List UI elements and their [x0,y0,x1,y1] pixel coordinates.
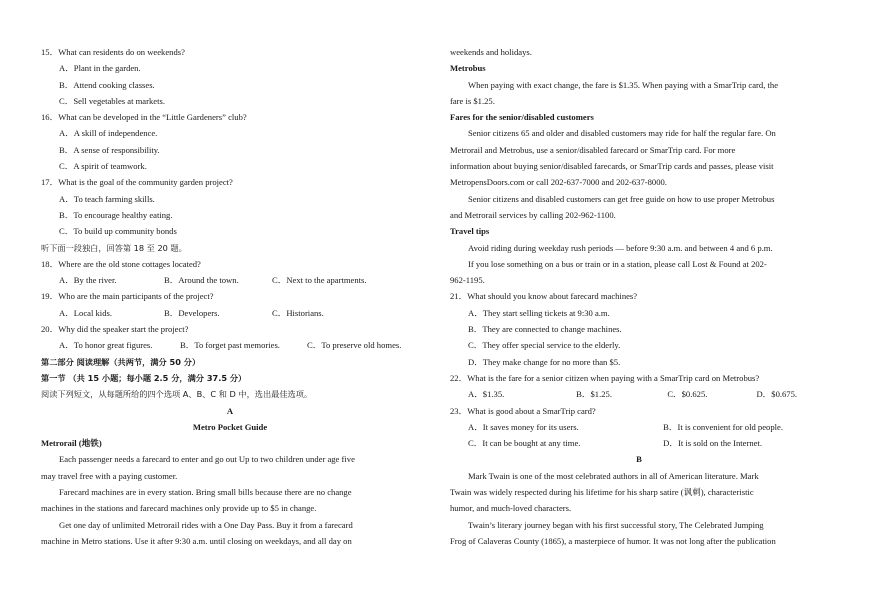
instruction-18-20: 听下面一段独白，回答第 18 至 20 题。 [41,242,187,253]
q20-options [41,337,419,353]
q16-option-b: B．A sense of responsibility. [59,144,160,155]
q16-option-c: C．A spirit of teamwork. [59,161,147,172]
metrorail-line-2: may travel free with a paying customer. [41,470,178,481]
passage-b-line-1: Mark Twain is one of the most celebrated authors in all of American literature. Mark [468,470,759,481]
q15-option-a: A．Plant in the garden. [59,63,141,74]
continued-text: weekends and holidays. [450,47,532,57]
q22-option-a: A．$1.35. [468,389,505,400]
q16-option-a: A．A skill of independence. [59,128,158,139]
passage-b-line-3: humor, and much-loved characters. [450,503,572,514]
metrorail-heading: Metrorail (地铁) [41,438,102,449]
q23-option-b: B．It is convenient for old people. [663,421,783,432]
q21-option-a: A．They start selling tickets at 9:30 a.m. [468,307,610,318]
passage-b-line-5: Frog of Calaveras County (1865), a masterpiece of humor. It was not long after the publication [450,535,776,546]
fares-line-2: Metrorail and Metrobus, use a senior/disabled farecard or SmarTrip card. For more [450,144,736,155]
q20-option-a: A．To honor great figures. [59,340,153,351]
q19-options [41,305,419,321]
q23-option-d: D．It is sold on the Internet. [663,438,762,449]
metrorail-line-1: Each passenger needs a farecard to enter and go out Up to two children under age five [59,454,355,465]
q19-option-c: C．Historians. [272,307,324,318]
passage-a-title: Metro Pocket Guide [192,421,268,432]
passage-b-letter: B [636,454,642,465]
q17-stem: 17．What is the goal of the community garden project? [41,177,233,188]
fares-line-6: and Metrorail services by calling 202-962-1100. [450,209,616,220]
q16-stem: 16．What can be developed in the “Little Gardeners” club? [41,112,247,123]
q18-option-c: C．Next to the apartments. [272,275,367,286]
q17-option-b: B．To encourage healthy eating. [59,209,173,220]
left-column [41,44,419,549]
q22-option-c: C．$0.625. [667,389,708,400]
q18-options [41,272,419,288]
q23-stem: 23．What is good about a SmarTrip card? [450,405,596,416]
q15-option-c: C．Sell vegetables at markets. [59,95,165,106]
q19-stem: 19．Who are the main participants of the project? [41,291,214,302]
q23-option-a: A．It saves money for its users. [468,421,579,432]
q20-stem: 20．Why did the speaker start the project? [41,324,189,335]
q21-option-b: B．They are connected to change machines. [468,324,622,335]
q20-option-c: C．To preserve old homes. [307,340,402,351]
travel-line-3: 962-1195. [450,275,485,286]
metrobus-heading: Metrobus [450,63,486,74]
metrorail-line-3: Farecard machines are in every station. Bring small bills because there are no change [59,487,352,498]
travel-line-1: Avoid riding during weekday rush periods — before 9:30 a.m. and between 4 and 6 p.m. [468,242,773,253]
passage-b-line-2: Twain was widely respected during his lifetime for his sharp satire (讽刺), characteristic [450,487,754,498]
q20-option-b: B．To forget past memories. [180,340,280,351]
fares-line-5: Senior citizens and disabled customers can get free guide on how to use proper Metrobus [468,193,775,204]
reading-instruction: 阅读下列短文，从每题所给的四个选项 A、B、C 和 D 中，选出最佳选项。 [41,389,313,400]
q15-option-b: B．Attend cooking classes. [59,79,155,90]
travel-tips-heading: Travel tips [450,226,490,237]
q23-options-ab [450,419,828,435]
q22-option-d: D．$0.675. [756,389,798,400]
q22-options [450,386,828,402]
q21-option-c: C．They offer special service to the elderly. [468,340,621,351]
metrorail-line-5: Get one day of unlimited Metrorail rides with a One Day Pass. Buy it from a farecard [59,519,353,530]
fares-heading: Fares for the senior/disabled customers [450,112,594,123]
q23-options-cd [450,435,828,451]
q17-option-a: A．To teach farming skills. [59,193,155,204]
q19-option-b: B．Developers. [164,307,220,318]
metrobus-line-2: fare is $1.25. [450,95,495,106]
metrorail-line-4: machines in the stations and farecard machines only provide up to $5 in change. [41,503,317,514]
travel-line-2: If you lose something on a bus or train or in a station, please call Lost & Found at 202- [468,258,767,269]
part2-heading: 第二部分 阅读理解（共两节，满分 50 分） [41,356,201,367]
q21-option-d: D．They make change for no more than $5. [468,356,621,367]
q19-option-a: A．Local kids. [59,307,112,318]
q22-stem: 22．What is the fare for a senior citizen when paying with a SmarTrip card on Metrobus? [450,372,760,383]
q21-stem: 21．What should you know about farecard machines? [450,291,638,302]
metrobus-line-1: When paying with exact change, the fare is $1.35. When paying with a SmarTrip card, the [468,79,779,90]
metrorail-line-6: machine in Metro stations. Use it after 9:30 a.m. until closing on weekdays, and all day on [41,535,352,546]
q18-option-b: B．Around the town. [164,275,239,286]
passage-a-letter: A [226,405,234,416]
section1-heading: 第一节 （共 15 小题；每小题 2.5 分，满分 37.5 分） [41,372,247,383]
q18-stem: 18．Where are the old stone cottages located? [41,258,201,269]
q17-option-c: C．To build up community bonds [59,226,177,237]
fares-line-3: information about buying senior/disabled farecards, or SmarTrip cards and passes, please visit [450,161,774,172]
q18-option-a: A．By the river. [59,275,117,286]
passage-b-line-4: Twain’s literary journey began with his first successful story, The Celebrated Jumping [468,519,764,530]
fares-line-1: Senior citizens 65 and older and disabled customers may ride for half the regular fare. On [468,128,776,139]
q22-option-b: B．$1.25. [576,389,612,400]
fares-line-4: MetropensDoors.com or call 202-637-7000 and 202-637-8000. [450,177,667,188]
q15-stem: 15．What can residents do on weekends? [41,47,185,57]
right-column [450,44,828,549]
q23-option-c: C．It can be bought at any time. [468,438,581,449]
